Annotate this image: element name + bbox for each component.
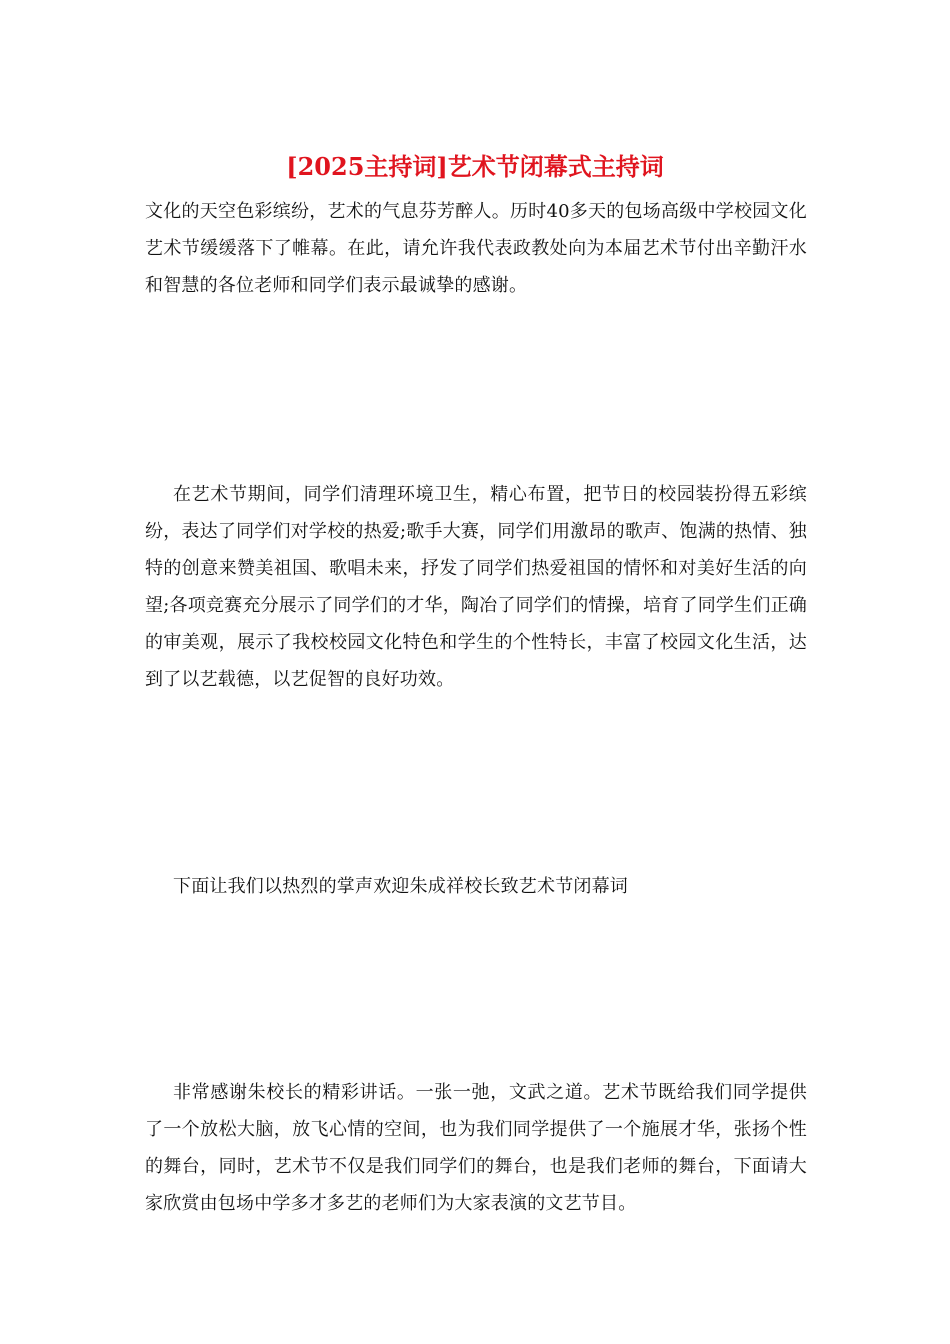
paragraph-welcome-principal: 下面让我们以热烈的掌声欢迎朱成祥校长致艺术节闭幕词 <box>173 876 628 897</box>
paragraph-activities: 在艺术节期间，同学们清理环境卫生，精心布置，把节日的校园装扮得五彩缤纷，表达了同学们对学校的热爱;歌手大赛，同学们用激昂的歌声、饱满的热情、独特的创意来赞美祖国、歌唱未来，抒发了同学们热爱祖国的情怀和对美好生活的向望;各项竞赛充分展示了同学们的才华，陶冶了同学们的情操，培育了同学生们正确的审美观，展示了我校校园文化特色和学生的个性特长，丰富了校园文化生活，达到了以艺载德，以艺促智的良好功效。 <box>145 484 807 690</box>
paragraph-thanks: 非常感谢朱校长的精彩讲话。一张一弛，文武之道。艺术节既给我们同学提供了一个放松大脑，放飞心情的空间，也为我们同学提供了一个施展才华，张扬个性的舞台，同时，艺术节不仅是我们同学们的舞台，也是我们老师的舞台，下面请大家欣赏由包场中学多才多艺的老师们为大家表演的文艺节目。 <box>145 1082 807 1214</box>
document-title: [2025主持词]艺术节闭幕式主持词 <box>286 152 664 181</box>
paragraph-intro: 文化的天空色彩缤纷，艺术的气息芬芳醉人。历时40多天的包场高级中学校园文化艺术节缓缓落下了帷幕。在此，请允许我代表政教处向为本届艺术节付出辛勤汗水和智慧的各位老师和同学们表示最诚挚的感谢。 <box>145 201 807 296</box>
